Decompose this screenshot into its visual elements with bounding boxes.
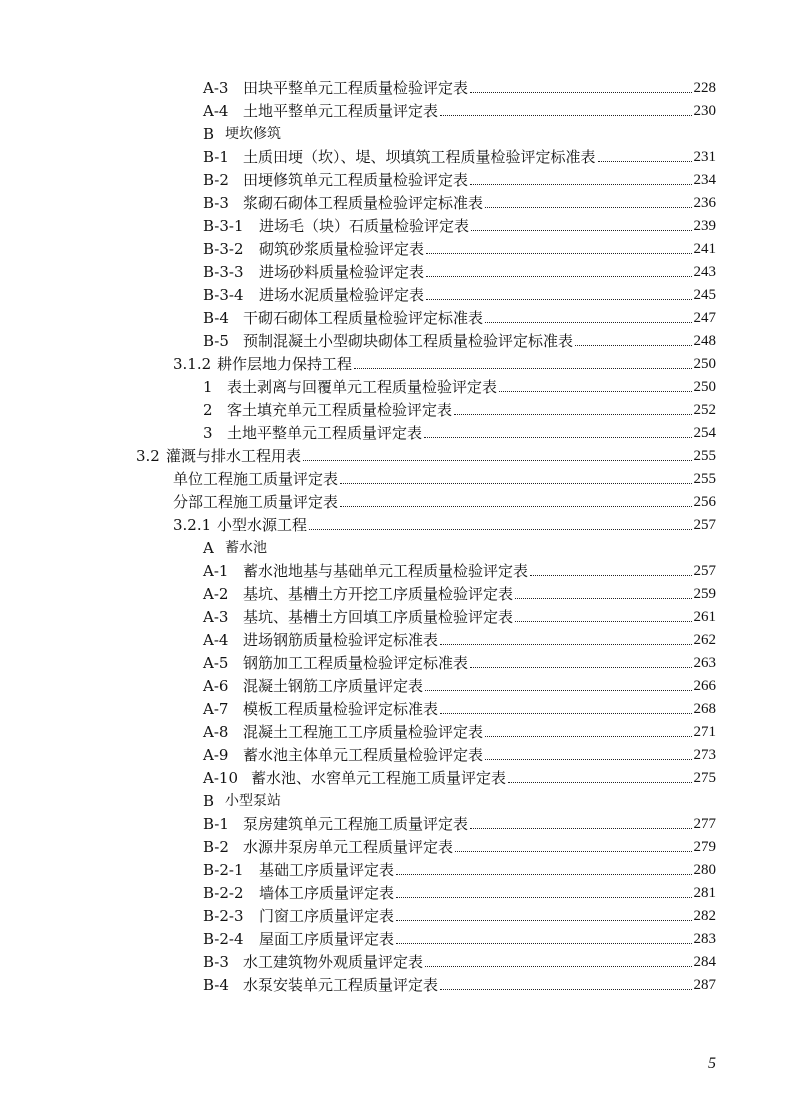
toc-entry-unit-quality[interactable]	[173, 466, 716, 489]
toc-heading-letter: B	[203, 792, 215, 810]
toc-entry-number: A-7	[203, 700, 229, 718]
toc-entry-b-2[interactable]	[203, 167, 716, 190]
toc-entry-title: 墙体工序质量评定表	[259, 884, 395, 902]
toc-entry-title: 表土剥离与回覆单元工程质量检验评定表	[227, 378, 498, 396]
toc-entry-number: A-8	[203, 723, 229, 741]
toc-entry-title: 田埂修筑单元工程质量检验评定表	[243, 171, 469, 189]
toc-entry-title: 基坑、基槽土方回填工序质量检验评定表	[243, 608, 514, 626]
toc-entry-a-6[interactable]	[203, 673, 716, 696]
toc-entry-number: 1	[203, 378, 213, 396]
toc-entry-title: 砌筑砂浆质量检验评定表	[259, 240, 425, 258]
dot-leader	[440, 712, 691, 714]
toc-entry-number: B-3	[203, 953, 229, 971]
dot-leader	[340, 505, 691, 507]
toc-entry-title: 进场钢筋质量检验评定标准表	[243, 631, 439, 649]
toc-entry-number: A-10	[203, 769, 238, 787]
dot-leader	[396, 919, 691, 921]
toc-entry-page: 279	[693, 839, 716, 855]
dot-leader	[485, 758, 691, 760]
toc-entry-b-2-pump[interactable]	[203, 834, 716, 857]
toc-entry-title: 水源井泵房单元工程质量评定表	[243, 838, 454, 856]
toc-entry-title: 蓄水池、水窖单元工程施工质量评定表	[251, 769, 507, 787]
dot-leader	[440, 114, 691, 116]
toc-entry-b-2-4[interactable]	[203, 926, 716, 949]
toc-entry-title: 客土填充单元工程质量检验评定表	[227, 401, 453, 419]
toc-entry-page: 255	[693, 448, 716, 464]
dot-leader	[515, 620, 691, 622]
dot-leader	[575, 344, 691, 346]
toc-entry-title: 混凝土工程施工工序质量检验评定表	[243, 723, 484, 741]
toc-heading-title: 蓄水池	[225, 540, 267, 556]
toc-entry-title: 基础工序质量评定表	[259, 861, 395, 879]
toc-entry-title: 基坑、基槽土方开挖工序质量检验评定表	[243, 585, 514, 603]
toc-entry-number: 3.2	[136, 447, 160, 465]
toc-heading-letter: B	[203, 125, 215, 143]
toc-entry-a-5[interactable]	[203, 650, 716, 673]
dot-leader	[508, 781, 691, 783]
dot-leader	[426, 275, 691, 277]
dot-leader	[598, 160, 692, 162]
toc-entry-b-3-2[interactable]	[203, 236, 716, 259]
dot-leader	[485, 735, 691, 737]
toc-entry-page: 254	[693, 425, 716, 441]
toc-entry-page: 241	[693, 241, 716, 257]
toc-entry-number: B-1	[203, 815, 229, 833]
toc-entry-title: 土地平整单元工程质量评定表	[243, 102, 439, 120]
toc-entry-page: 252	[693, 402, 716, 418]
toc-entry-number: B-3-1	[203, 217, 244, 235]
toc-entry-page: 236	[693, 195, 716, 211]
toc-entry-number: B-1	[203, 148, 229, 166]
toc-entry-page: 247	[693, 310, 716, 326]
toc-entry-number: 3.2.1	[173, 516, 212, 534]
toc-entry-title: 钢筋加工工程质量检验评定标准表	[243, 654, 469, 672]
toc-entry-b-5[interactable]	[203, 328, 716, 351]
toc-entry-b-3-1[interactable]	[203, 213, 716, 236]
toc-entry-a-4[interactable]	[203, 627, 716, 650]
dot-leader	[455, 850, 691, 852]
toc-entry-b-2-3[interactable]	[203, 903, 716, 926]
toc-entry-number: 2	[203, 401, 213, 419]
dot-leader	[340, 482, 691, 484]
toc-entry-number: A-2	[203, 585, 229, 603]
dot-leader	[396, 896, 691, 898]
toc-entry-title: 田块平整单元工程质量检验评定表	[243, 79, 469, 97]
dot-leader	[309, 528, 691, 530]
toc-entry-b-2-1[interactable]	[203, 857, 716, 880]
toc-entry-title: 浆砌石砌体工程质量检验评定标准表	[243, 194, 484, 212]
toc-entry-b-3-pump[interactable]	[203, 949, 716, 972]
toc-entry-b-3-3[interactable]	[203, 259, 716, 282]
toc-entry-3-2-1[interactable]	[173, 512, 716, 535]
toc-entry-a-8[interactable]	[203, 719, 716, 742]
dot-leader	[354, 367, 691, 369]
toc-entry-number: B-3-3	[203, 263, 244, 281]
toc-entry-number: B-3	[203, 194, 229, 212]
toc-entry-page: 268	[693, 701, 716, 717]
toc-heading-title: 埂坎修筑	[225, 126, 281, 142]
toc-entry-title: 混凝土钢筋工序质量评定表	[243, 677, 424, 695]
toc-entry-number: B-4	[203, 309, 229, 327]
toc-heading-title: 小型泵站	[225, 793, 281, 809]
toc-entry-title: 土地平整单元工程质量评定表	[227, 424, 423, 442]
toc-entry-number: A-5	[203, 654, 229, 672]
dot-leader	[470, 666, 691, 668]
toc-entry-number: B-2-1	[203, 861, 244, 879]
toc-entry-title: 单位工程施工质量评定表	[173, 470, 339, 488]
dot-leader	[440, 988, 691, 990]
toc-entry-page: 275	[693, 770, 716, 786]
toc-entry-b-4[interactable]	[203, 305, 716, 328]
dot-leader	[425, 965, 691, 967]
toc-entry-title: 模板工程质量检验评定标准表	[243, 700, 439, 718]
toc-entry-number: B-2-3	[203, 907, 244, 925]
toc-entry-number: B-2-2	[203, 884, 244, 902]
toc-entry-page: 230	[693, 103, 716, 119]
toc-entry-3-2[interactable]	[136, 443, 716, 466]
dot-leader	[396, 942, 691, 944]
dot-leader	[515, 597, 691, 599]
dot-leader	[530, 574, 691, 576]
dot-leader	[454, 413, 691, 415]
toc-entry-number: A-4	[203, 631, 229, 649]
toc-subheading-b-pump	[203, 788, 281, 811]
dot-leader	[303, 459, 691, 461]
toc-entry-number: A-3	[203, 79, 229, 97]
toc-entry-page: 239	[693, 218, 716, 234]
dot-leader	[426, 252, 691, 254]
toc-entry-b-3-4[interactable]	[203, 282, 716, 305]
dot-leader	[499, 390, 691, 392]
toc-entry-b-4-pump[interactable]	[203, 972, 716, 995]
toc-entry-page: 256	[693, 494, 716, 510]
dot-leader	[440, 643, 691, 645]
toc-entry-page: 266	[693, 678, 716, 694]
toc-entry-number: 3	[203, 424, 213, 442]
toc-entry-title: 水工建筑物外观质量评定表	[243, 953, 424, 971]
toc-heading-letter: A	[203, 539, 214, 557]
toc-entry-number: A-4	[203, 102, 229, 120]
toc-entry-page: 248	[693, 333, 716, 349]
toc-entry-sub-quality[interactable]	[173, 489, 716, 512]
toc-entry-page: 257	[693, 517, 716, 533]
toc-entry-page: 273	[693, 747, 716, 763]
toc-entry-title: 小型水源工程	[217, 516, 308, 534]
toc-entry-page: 281	[693, 885, 716, 901]
toc-entry-a-10[interactable]	[203, 765, 716, 788]
toc-entry-number: B-2	[203, 171, 229, 189]
toc-entry-number: A-9	[203, 746, 229, 764]
toc-entry-b-1-pump[interactable]	[203, 811, 716, 834]
toc-entry-title: 蓄水池地基与基础单元工程质量检验评定表	[243, 562, 529, 580]
toc-entry-title: 屋面工序质量评定表	[259, 930, 395, 948]
toc-subheading-b	[203, 121, 281, 144]
toc-entry-page: 277	[693, 816, 716, 832]
toc-entry-1-biaotu[interactable]	[203, 374, 716, 397]
toc-entry-number: B-5	[203, 332, 229, 350]
toc-entry-title: 蓄水池主体单元工程质量检验评定表	[243, 746, 484, 764]
toc-entry-number: A-1	[203, 562, 229, 580]
toc-entry-3-tudi[interactable]	[203, 420, 716, 443]
toc-entry-page: 250	[693, 356, 716, 372]
toc-entry-page: 282	[693, 908, 716, 924]
dot-leader	[470, 827, 691, 829]
toc-entry-page: 261	[693, 609, 716, 625]
toc-entry-page: 228	[693, 80, 716, 96]
page-number: 5	[708, 1055, 716, 1072]
toc-entry-a-2[interactable]	[203, 581, 716, 604]
toc-entry-number: A-6	[203, 677, 229, 695]
dot-leader	[471, 229, 691, 231]
toc-entry-title: 门窗工序质量评定表	[259, 907, 395, 925]
dot-leader	[485, 206, 691, 208]
toc-subheading-a	[203, 535, 267, 558]
toc-entry-title: 干砌石砌体工程质量检验评定标准表	[243, 309, 484, 327]
toc-entry-title: 分部工程施工质量评定表	[173, 493, 339, 511]
toc-entry-number: B-2-4	[203, 930, 244, 948]
toc-entry-page: 257	[693, 563, 716, 579]
toc-entry-title: 灌溉与排水工程用表	[166, 447, 302, 465]
toc-entry-page: 234	[693, 172, 716, 188]
toc-entry-page: 262	[693, 632, 716, 648]
toc-entry-a-3[interactable]	[203, 604, 716, 627]
toc-entry-2-ketu[interactable]	[203, 397, 716, 420]
toc-entry-page: 280	[693, 862, 716, 878]
toc-entry-number: B-3-4	[203, 286, 244, 304]
toc-entry-number: A-3	[203, 608, 229, 626]
dot-leader	[424, 436, 691, 438]
toc-entry-page: 231	[693, 149, 716, 165]
dot-leader	[470, 183, 691, 185]
toc-entry-number: B-4	[203, 976, 229, 994]
dot-leader	[485, 321, 691, 323]
toc-entry-title: 进场毛（块）石质量检验评定表	[259, 217, 470, 235]
toc-entry-title: 泵房建筑单元工程施工质量评定表	[243, 815, 469, 833]
dot-leader	[426, 298, 691, 300]
toc-entry-title: 耕作层地力保持工程	[217, 355, 353, 373]
toc-entry-3-1-2[interactable]	[173, 351, 716, 374]
toc-entry-b-2-2[interactable]	[203, 880, 716, 903]
toc-entry-page: 263	[693, 655, 716, 671]
toc-entry-a-9[interactable]	[203, 742, 716, 765]
toc-entry-b-3[interactable]	[203, 190, 716, 213]
toc-entry-page: 259	[693, 586, 716, 602]
toc-entry-number: 3.1.2	[173, 355, 212, 373]
toc-entry-number: B-3-2	[203, 240, 244, 258]
toc-entry-title: 进场砂料质量检验评定表	[259, 263, 425, 281]
toc-entry-number: B-2	[203, 838, 229, 856]
toc-entry-page: 250	[693, 379, 716, 395]
toc-entry-page: 271	[693, 724, 716, 740]
dot-leader	[470, 91, 691, 93]
toc-entry-a-4-tudi[interactable]	[203, 98, 716, 121]
toc-entry-title: 土质田埂（坎）、堤、坝填筑工程质量检验评定标准表	[243, 148, 596, 166]
dot-leader	[425, 689, 691, 691]
toc-entry-a-1[interactable]	[203, 558, 716, 581]
toc-entry-page: 284	[693, 954, 716, 970]
toc-entry-a-7[interactable]	[203, 696, 716, 719]
toc-entry-page: 287	[693, 977, 716, 993]
toc-entry-title: 预制混凝土小型砌块砌体工程质量检验评定标准表	[243, 332, 574, 350]
toc-entry-title: 进场水泥质量检验评定表	[259, 286, 425, 304]
toc-entry-title: 水泵安装单元工程质量评定表	[243, 976, 439, 994]
toc-entry-page: 283	[693, 931, 716, 947]
dot-leader	[396, 873, 691, 875]
toc-entry-a-3-tianKuai[interactable]	[203, 75, 716, 98]
toc-entry-page: 245	[693, 287, 716, 303]
toc-entry-b-1[interactable]	[203, 144, 716, 167]
toc-entry-page: 243	[693, 264, 716, 280]
toc-entry-page: 255	[693, 471, 716, 487]
